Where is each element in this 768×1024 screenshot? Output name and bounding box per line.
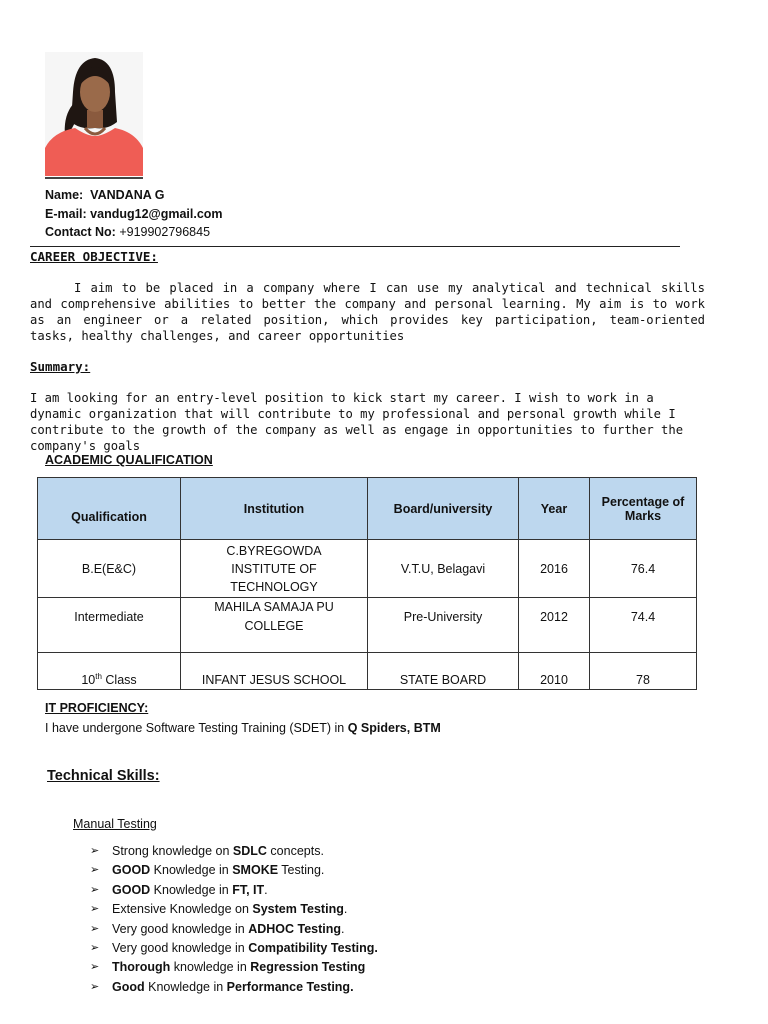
skill-bold: FT, IT [232, 882, 265, 897]
cell-qualification: Intermediate [38, 598, 181, 653]
col-institution: Institution [181, 478, 368, 540]
summary-text [30, 390, 705, 454]
skill-lead: Thorough [112, 960, 171, 975]
bullet-arrow-icon: ➢ [90, 922, 100, 935]
qualification-sup: th [95, 671, 102, 681]
col-qualification: Qualification [38, 478, 181, 540]
bullet-arrow-icon: ➢ [90, 845, 100, 857]
list-item [90, 900, 378, 919]
list-item [90, 958, 378, 977]
name-label: Name: [45, 188, 84, 202]
skill-text: knowledge in [170, 960, 251, 975]
academic-heading: ACADEMIC QUALIFICATION [45, 453, 213, 467]
cell-marks: 76.4 [590, 540, 697, 598]
skill-bold: Compatibility Testing. [248, 941, 378, 956]
career-objective-text [30, 280, 705, 344]
col-marks: Percentage of Marks [590, 478, 697, 540]
cell-institution: INFANT JESUS SCHOOL [181, 653, 368, 690]
academic-table [37, 477, 697, 690]
contact-label: Contact No: [45, 225, 116, 239]
name-line [45, 186, 164, 204]
career-objective-paragraph: I aim to be placed in a company where I can use my analytical and technical skills and comprehensive abilities to better the company and personal learning. My aim is to work as an engineer or a related position, which provides key participation, team-oriented tasks, healthy challenges, and career opportunities [30, 281, 705, 343]
skill-text: Knowledge in [150, 863, 233, 878]
cell-year: 2016 [519, 540, 590, 598]
skill-bold: SDLC [232, 844, 267, 858]
summary-paragraph: I am looking for an entry-level position to kick start my career. I wish to work in a dynamic organization that will contribute to my professional and personal growth while I contribute to the growth of the company as well as engage in opportunities to further the company's goals [30, 391, 684, 453]
qualification-base: 10 [81, 673, 96, 687]
skills-list [90, 842, 378, 997]
skill-post: . [264, 882, 268, 897]
cell-year: 2010 [519, 653, 590, 690]
list-item [90, 842, 378, 861]
email-value: vandug12@gmail.com [90, 207, 223, 221]
cell-marks: 78 [590, 653, 697, 690]
col-year: Year [519, 478, 590, 540]
technical-skills-heading: Technical Skills: [47, 768, 160, 784]
skill-bold: Performance Testing. [226, 979, 354, 994]
skill-post: . [341, 921, 345, 936]
it-proficiency-institute: Q Spiders, BTM [347, 721, 441, 735]
cell-qualification: B.E(E&C) [38, 540, 181, 598]
skill-text: Extensive Knowledge on [112, 902, 253, 917]
skill-text: Strong knowledge on [112, 844, 233, 858]
summary-heading: Summary: [30, 359, 91, 374]
table-row [38, 540, 697, 598]
email-label: E-mail: [45, 207, 87, 221]
candidate-name: VANDANA G [90, 188, 165, 202]
skill-lead: Good [112, 979, 145, 994]
table-header-row [38, 478, 697, 540]
contact-line [45, 223, 210, 241]
cell-qualification [38, 653, 181, 690]
list-item [90, 939, 378, 958]
skill-bold: SMOKE [232, 863, 279, 878]
table-row [38, 598, 697, 653]
cell-board: Pre-University [368, 598, 519, 653]
cell-institution: MAHILA SAMAJA PU COLLEGE [181, 598, 368, 653]
skill-bold: System Testing [252, 902, 344, 917]
skill-post: . [343, 902, 348, 917]
list-item [90, 978, 378, 997]
table-row [38, 653, 697, 690]
col-board: Board/university [368, 478, 519, 540]
cell-marks: 74.4 [590, 598, 697, 653]
skill-bold: Regression Testing [250, 960, 366, 975]
list-item [90, 920, 378, 939]
email-line [45, 205, 223, 223]
skill-text: Very good knowledge in [112, 941, 249, 956]
skill-lead: GOOD [112, 882, 151, 897]
qualification-rest: Class [101, 673, 137, 687]
bullet-arrow-icon: ➢ [90, 942, 100, 955]
bullet-arrow-icon: ➢ [90, 864, 100, 877]
it-proficiency-text [45, 721, 441, 735]
profile-photo-illustration [45, 52, 143, 176]
skill-text: Knowledge in [144, 979, 227, 994]
photo-underline [45, 177, 143, 179]
bullet-arrow-icon: ➢ [90, 903, 100, 916]
bullet-arrow-icon: ➢ [90, 961, 100, 974]
skill-post: concepts. [266, 844, 324, 858]
skill-text: Very good knowledge in [112, 921, 249, 936]
it-proficiency-heading: IT PROFICIENCY: [45, 701, 149, 715]
header-divider [30, 246, 680, 247]
profile-photo [45, 52, 143, 176]
list-item [90, 861, 378, 880]
skill-bold: ADHOC Testing [248, 921, 342, 936]
cell-board: STATE BOARD [368, 653, 519, 690]
skill-text: Knowledge in [150, 882, 233, 897]
career-objective-heading: CAREER OBJECTIVE: [30, 249, 158, 264]
skill-lead: GOOD [112, 863, 151, 878]
manual-testing-subheading: Manual Testing [73, 817, 157, 831]
list-item [90, 881, 378, 900]
skill-post: Testing. [278, 863, 325, 878]
bullet-arrow-icon: ➢ [90, 883, 100, 896]
bullet-arrow-icon: ➢ [90, 980, 100, 993]
cell-institution: C.BYREGOWDA INSTITUTE OF TECHNOLOGY [181, 540, 368, 598]
cell-year: 2012 [519, 598, 590, 653]
contact-value: +919902796845 [119, 225, 211, 239]
it-proficiency-prefix: I have undergone Software Testing Training (SDET) in [45, 721, 348, 735]
cell-board: V.T.U, Belagavi [368, 540, 519, 598]
